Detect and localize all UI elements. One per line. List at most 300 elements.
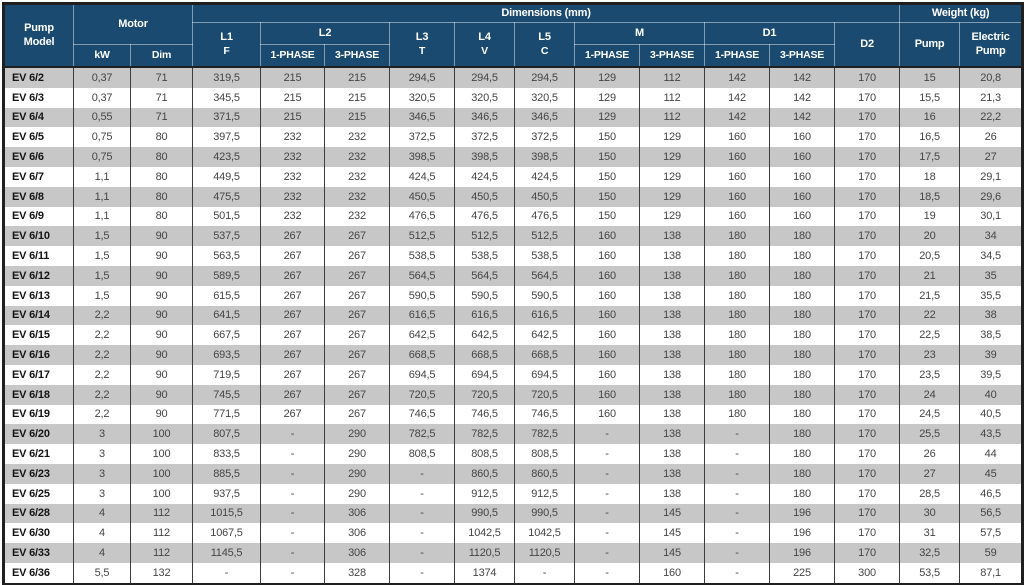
- table-row: [4, 444, 1023, 464]
- cell-m-1phase: 160: [575, 345, 640, 365]
- cell-m-1phase: -: [575, 484, 640, 504]
- cell-m-1phase: 160: [575, 286, 640, 306]
- cell-weight-electric-pump: 87,1: [960, 563, 1023, 584]
- cell-l1-f: 397,5: [193, 127, 261, 147]
- cell-weight-pump: 25,5: [900, 424, 960, 444]
- table-row: [4, 67, 1023, 88]
- cell-l5-c: 1120,5: [515, 543, 575, 563]
- cell-m-1phase: 160: [575, 365, 640, 385]
- cell-motor-dim: 112: [131, 543, 193, 563]
- cell-l3-t: -: [390, 523, 455, 543]
- cell-l4-v: 450,5: [455, 187, 515, 207]
- cell-weight-electric-pump: 29,6: [960, 187, 1023, 207]
- cell-pump-model: EV 6/30: [4, 523, 74, 543]
- table-row: [4, 563, 1023, 584]
- cell-motor-kw: 2,2: [74, 365, 131, 385]
- cell-weight-pump: 20,5: [900, 246, 960, 266]
- cell-l2-3phase: 267: [325, 266, 390, 286]
- cell-d1-3phase: 142: [770, 88, 835, 108]
- cell-d1-3phase: 160: [770, 127, 835, 147]
- cell-l1-f: 1015,5: [193, 504, 261, 524]
- cell-motor-dim: 90: [131, 325, 193, 345]
- cell-l3-t: 320,5: [390, 88, 455, 108]
- cell-l4-v: 512,5: [455, 226, 515, 246]
- cell-motor-dim: 80: [131, 147, 193, 167]
- cell-d2: 170: [835, 543, 900, 563]
- cell-motor-dim: 71: [131, 88, 193, 108]
- table-row: [4, 207, 1023, 227]
- header-motor-kw: kW: [74, 45, 131, 68]
- cell-l5-c: 424,5: [515, 167, 575, 187]
- cell-m-3phase: 138: [640, 365, 705, 385]
- cell-motor-dim: 112: [131, 504, 193, 524]
- cell-d2: 170: [835, 108, 900, 128]
- table-body: [4, 67, 1023, 584]
- cell-l5-c: 990,5: [515, 504, 575, 524]
- cell-d1-1phase: -: [705, 444, 770, 464]
- cell-l2-1phase: 267: [261, 345, 325, 365]
- cell-l2-1phase: -: [261, 523, 325, 543]
- cell-l5-c: 668,5: [515, 345, 575, 365]
- cell-l2-3phase: 290: [325, 464, 390, 484]
- cell-motor-dim: 80: [131, 167, 193, 187]
- cell-motor-kw: 1,1: [74, 187, 131, 207]
- cell-weight-pump: 24,5: [900, 405, 960, 425]
- cell-d1-1phase: 180: [705, 345, 770, 365]
- cell-weight-pump: 18: [900, 167, 960, 187]
- cell-motor-kw: 1,5: [74, 246, 131, 266]
- cell-m-1phase: 129: [575, 88, 640, 108]
- cell-d1-3phase: 180: [770, 444, 835, 464]
- cell-pump-model: EV 6/2: [4, 67, 74, 88]
- cell-weight-electric-pump: 43,5: [960, 424, 1023, 444]
- cell-l3-t: 372,5: [390, 127, 455, 147]
- cell-d1-1phase: -: [705, 464, 770, 484]
- table-row: [4, 167, 1023, 187]
- cell-l4-v: 564,5: [455, 266, 515, 286]
- header-l2: L2: [261, 23, 390, 45]
- cell-motor-kw: 0,75: [74, 127, 131, 147]
- cell-pump-model: EV 6/28: [4, 504, 74, 524]
- cell-l4-v: 694,5: [455, 365, 515, 385]
- cell-l2-1phase: 267: [261, 286, 325, 306]
- cell-weight-electric-pump: 29,1: [960, 167, 1023, 187]
- cell-weight-electric-pump: 56,5: [960, 504, 1023, 524]
- cell-m-3phase: 129: [640, 167, 705, 187]
- cell-l2-3phase: 306: [325, 523, 390, 543]
- header-d2: D2: [835, 23, 900, 68]
- cell-l3-t: 564,5: [390, 266, 455, 286]
- cell-motor-dim: 100: [131, 424, 193, 444]
- cell-l3-t: 694,5: [390, 365, 455, 385]
- cell-l1-f: 885,5: [193, 464, 261, 484]
- cell-d1-3phase: 180: [770, 306, 835, 326]
- cell-weight-electric-pump: 39,5: [960, 365, 1023, 385]
- cell-l3-t: 538,5: [390, 246, 455, 266]
- table-row: [4, 306, 1023, 326]
- cell-d1-3phase: 160: [770, 207, 835, 227]
- cell-l3-t: 476,5: [390, 207, 455, 227]
- header-weight-kg: Weight (kg): [900, 4, 1023, 23]
- cell-l2-1phase: 215: [261, 108, 325, 128]
- cell-d2: 300: [835, 563, 900, 584]
- cell-pump-model: EV 6/10: [4, 226, 74, 246]
- cell-l2-1phase: 232: [261, 207, 325, 227]
- cell-motor-kw: 2,2: [74, 345, 131, 365]
- cell-l1-f: 537,5: [193, 226, 261, 246]
- cell-d2: 170: [835, 325, 900, 345]
- cell-d1-3phase: 196: [770, 504, 835, 524]
- cell-weight-electric-pump: 39: [960, 345, 1023, 365]
- cell-l2-1phase: -: [261, 424, 325, 444]
- cell-l1-f: 319,5: [193, 67, 261, 88]
- cell-l2-1phase: 267: [261, 266, 325, 286]
- header-weight-electric-pump: Electric Pump: [960, 23, 1023, 68]
- cell-m-3phase: 138: [640, 345, 705, 365]
- header-motor-dim: Dim: [131, 45, 193, 68]
- table-row: [4, 424, 1023, 444]
- cell-m-3phase: 138: [640, 266, 705, 286]
- cell-m-3phase: 138: [640, 325, 705, 345]
- cell-pump-model: EV 6/5: [4, 127, 74, 147]
- cell-d1-3phase: 180: [770, 424, 835, 444]
- cell-l3-t: 782,5: [390, 424, 455, 444]
- cell-l2-3phase: 267: [325, 286, 390, 306]
- cell-weight-pump: 19: [900, 207, 960, 227]
- cell-motor-kw: 1,1: [74, 167, 131, 187]
- cell-l1-f: 475,5: [193, 187, 261, 207]
- cell-d1-3phase: 180: [770, 325, 835, 345]
- cell-l1-f: 745,5: [193, 385, 261, 405]
- cell-motor-dim: 90: [131, 246, 193, 266]
- cell-m-1phase: -: [575, 424, 640, 444]
- cell-l3-t: 668,5: [390, 345, 455, 365]
- cell-l2-3phase: 267: [325, 306, 390, 326]
- cell-l1-f: 641,5: [193, 306, 261, 326]
- cell-d1-1phase: -: [705, 523, 770, 543]
- cell-d1-1phase: -: [705, 504, 770, 524]
- cell-d2: 170: [835, 286, 900, 306]
- cell-l5-c: 346,5: [515, 108, 575, 128]
- cell-l5-c: 616,5: [515, 306, 575, 326]
- cell-pump-model: EV 6/21: [4, 444, 74, 464]
- cell-motor-kw: 3: [74, 444, 131, 464]
- cell-d1-1phase: 160: [705, 207, 770, 227]
- cell-m-1phase: 150: [575, 207, 640, 227]
- cell-pump-model: EV 6/14: [4, 306, 74, 326]
- table-row: [4, 405, 1023, 425]
- cell-l3-t: 424,5: [390, 167, 455, 187]
- cell-l1-f: 371,5: [193, 108, 261, 128]
- cell-weight-pump: 16: [900, 108, 960, 128]
- cell-d2: 170: [835, 484, 900, 504]
- cell-d1-3phase: 142: [770, 108, 835, 128]
- cell-motor-dim: 90: [131, 286, 193, 306]
- cell-d2: 170: [835, 147, 900, 167]
- cell-l2-3phase: 215: [325, 88, 390, 108]
- cell-weight-pump: 23,5: [900, 365, 960, 385]
- cell-l1-f: 423,5: [193, 147, 261, 167]
- header-dimensions-mm: Dimensions (mm): [193, 4, 900, 23]
- cell-l2-1phase: -: [261, 543, 325, 563]
- cell-l2-1phase: 267: [261, 226, 325, 246]
- cell-motor-kw: 4: [74, 523, 131, 543]
- cell-d1-3phase: 180: [770, 226, 835, 246]
- cell-l2-1phase: 232: [261, 187, 325, 207]
- cell-weight-electric-pump: 21,3: [960, 88, 1023, 108]
- cell-weight-electric-pump: 27: [960, 147, 1023, 167]
- table-row: [4, 286, 1023, 306]
- cell-m-1phase: -: [575, 444, 640, 464]
- cell-d1-1phase: 142: [705, 67, 770, 88]
- cell-d2: 170: [835, 207, 900, 227]
- cell-d1-1phase: -: [705, 563, 770, 584]
- cell-l2-1phase: -: [261, 444, 325, 464]
- cell-pump-model: EV 6/4: [4, 108, 74, 128]
- cell-d1-3phase: 160: [770, 147, 835, 167]
- cell-l2-1phase: -: [261, 504, 325, 524]
- header-m-1phase: 1-PHASE: [575, 45, 640, 68]
- header-l4-v: L4 V: [455, 23, 515, 68]
- cell-motor-kw: 2,2: [74, 405, 131, 425]
- cell-l2-1phase: 267: [261, 365, 325, 385]
- cell-m-3phase: 138: [640, 226, 705, 246]
- cell-motor-dim: 132: [131, 563, 193, 584]
- table-row: [4, 385, 1023, 405]
- cell-d1-3phase: 180: [770, 484, 835, 504]
- cell-m-1phase: 160: [575, 266, 640, 286]
- cell-motor-dim: 100: [131, 444, 193, 464]
- cell-pump-model: EV 6/20: [4, 424, 74, 444]
- cell-weight-pump: 22,5: [900, 325, 960, 345]
- cell-l1-f: 449,5: [193, 167, 261, 187]
- cell-d1-3phase: 142: [770, 67, 835, 88]
- cell-motor-kw: 2,2: [74, 325, 131, 345]
- cell-d1-3phase: 180: [770, 345, 835, 365]
- cell-m-1phase: 129: [575, 67, 640, 88]
- cell-m-1phase: 160: [575, 226, 640, 246]
- cell-d1-1phase: 142: [705, 108, 770, 128]
- cell-l2-1phase: 267: [261, 246, 325, 266]
- header-motor: Motor: [74, 4, 193, 45]
- cell-motor-dim: 90: [131, 385, 193, 405]
- cell-weight-electric-pump: 44: [960, 444, 1023, 464]
- cell-l3-t: -: [390, 563, 455, 584]
- cell-l2-1phase: -: [261, 484, 325, 504]
- cell-pump-model: EV 6/36: [4, 563, 74, 584]
- table-row: [4, 147, 1023, 167]
- cell-motor-dim: 90: [131, 306, 193, 326]
- cell-l3-t: -: [390, 543, 455, 563]
- cell-weight-electric-pump: 59: [960, 543, 1023, 563]
- cell-m-3phase: 129: [640, 147, 705, 167]
- table-row: [4, 365, 1023, 385]
- cell-weight-pump: 32,5: [900, 543, 960, 563]
- table-row: [4, 187, 1023, 207]
- cell-l1-f: 771,5: [193, 405, 261, 425]
- cell-l2-1phase: -: [261, 563, 325, 584]
- cell-l5-c: 1042,5: [515, 523, 575, 543]
- cell-d2: 170: [835, 365, 900, 385]
- cell-pump-model: EV 6/3: [4, 88, 74, 108]
- cell-weight-pump: 20: [900, 226, 960, 246]
- cell-l1-f: 693,5: [193, 345, 261, 365]
- cell-motor-kw: 3: [74, 484, 131, 504]
- cell-m-1phase: 150: [575, 167, 640, 187]
- cell-d1-1phase: 180: [705, 286, 770, 306]
- cell-weight-pump: 21: [900, 266, 960, 286]
- table-row: [4, 325, 1023, 345]
- cell-d1-3phase: 180: [770, 286, 835, 306]
- cell-l3-t: 346,5: [390, 108, 455, 128]
- cell-d1-1phase: 142: [705, 88, 770, 108]
- cell-m-3phase: 138: [640, 385, 705, 405]
- table-row: [4, 345, 1023, 365]
- cell-l3-t: 450,5: [390, 187, 455, 207]
- cell-l2-3phase: 267: [325, 325, 390, 345]
- cell-d2: 170: [835, 167, 900, 187]
- cell-l4-v: 424,5: [455, 167, 515, 187]
- cell-l2-3phase: 290: [325, 424, 390, 444]
- header-m-3phase: 3-PHASE: [640, 45, 705, 68]
- cell-d2: 170: [835, 504, 900, 524]
- cell-m-1phase: 129: [575, 108, 640, 128]
- cell-d1-1phase: 180: [705, 385, 770, 405]
- cell-weight-electric-pump: 40,5: [960, 405, 1023, 425]
- cell-m-1phase: 150: [575, 127, 640, 147]
- cell-l3-t: -: [390, 504, 455, 524]
- cell-l5-c: 912,5: [515, 484, 575, 504]
- cell-pump-model: EV 6/15: [4, 325, 74, 345]
- table-row: [4, 108, 1023, 128]
- cell-l2-1phase: 232: [261, 147, 325, 167]
- cell-l3-t: 616,5: [390, 306, 455, 326]
- cell-m-1phase: 150: [575, 187, 640, 207]
- cell-l1-f: 937,5: [193, 484, 261, 504]
- cell-l3-t: -: [390, 484, 455, 504]
- cell-l2-1phase: 215: [261, 67, 325, 88]
- cell-m-1phase: 150: [575, 147, 640, 167]
- cell-motor-dim: 80: [131, 187, 193, 207]
- cell-weight-electric-pump: 45: [960, 464, 1023, 484]
- cell-l5-c: 746,5: [515, 405, 575, 425]
- cell-d1-1phase: 180: [705, 306, 770, 326]
- cell-motor-dim: 71: [131, 67, 193, 88]
- cell-l4-v: 616,5: [455, 306, 515, 326]
- cell-weight-pump: 16,5: [900, 127, 960, 147]
- cell-m-1phase: 160: [575, 325, 640, 345]
- cell-motor-kw: 3: [74, 424, 131, 444]
- cell-pump-model: EV 6/17: [4, 365, 74, 385]
- table-row: [4, 484, 1023, 504]
- cell-d2: 170: [835, 306, 900, 326]
- cell-d1-3phase: 180: [770, 464, 835, 484]
- cell-motor-kw: 1,1: [74, 207, 131, 227]
- cell-weight-electric-pump: 46,5: [960, 484, 1023, 504]
- cell-l5-c: 808,5: [515, 444, 575, 464]
- cell-d1-3phase: 180: [770, 246, 835, 266]
- cell-l2-3phase: 215: [325, 108, 390, 128]
- cell-l3-t: 808,5: [390, 444, 455, 464]
- cell-m-1phase: 160: [575, 306, 640, 326]
- cell-l2-1phase: -: [261, 464, 325, 484]
- cell-m-3phase: 145: [640, 504, 705, 524]
- cell-d2: 170: [835, 385, 900, 405]
- cell-m-1phase: 160: [575, 246, 640, 266]
- cell-l5-c: 450,5: [515, 187, 575, 207]
- cell-l2-3phase: 232: [325, 127, 390, 147]
- cell-weight-pump: 15: [900, 67, 960, 88]
- cell-weight-electric-pump: 22,2: [960, 108, 1023, 128]
- cell-l2-3phase: 267: [325, 405, 390, 425]
- cell-pump-model: EV 6/11: [4, 246, 74, 266]
- cell-d1-3phase: 180: [770, 266, 835, 286]
- cell-l2-1phase: 232: [261, 127, 325, 147]
- cell-weight-pump: 18,5: [900, 187, 960, 207]
- cell-l2-3phase: 232: [325, 167, 390, 187]
- cell-weight-pump: 23: [900, 345, 960, 365]
- cell-m-3phase: 129: [640, 127, 705, 147]
- table-row: [4, 246, 1023, 266]
- cell-d1-1phase: -: [705, 484, 770, 504]
- cell-l1-f: 833,5: [193, 444, 261, 464]
- cell-d1-3phase: 196: [770, 543, 835, 563]
- page: [0, 2, 1024, 585]
- cell-l5-c: 694,5: [515, 365, 575, 385]
- cell-l5-c: 590,5: [515, 286, 575, 306]
- cell-d1-1phase: 160: [705, 187, 770, 207]
- cell-motor-dim: 80: [131, 127, 193, 147]
- cell-d2: 170: [835, 464, 900, 484]
- header-row: [4, 4, 1023, 23]
- cell-m-1phase: 160: [575, 405, 640, 425]
- cell-m-3phase: 138: [640, 306, 705, 326]
- cell-motor-kw: 0,75: [74, 147, 131, 167]
- cell-motor-dim: 90: [131, 365, 193, 385]
- cell-d2: 170: [835, 345, 900, 365]
- cell-l2-1phase: 267: [261, 405, 325, 425]
- cell-l2-3phase: 215: [325, 67, 390, 88]
- cell-pump-model: EV 6/8: [4, 187, 74, 207]
- cell-l1-f: 563,5: [193, 246, 261, 266]
- cell-m-3phase: 129: [640, 187, 705, 207]
- cell-l1-f: 1067,5: [193, 523, 261, 543]
- cell-l1-f: 345,5: [193, 88, 261, 108]
- header-d1-1phase: 1-PHASE: [705, 45, 770, 68]
- cell-motor-dim: 100: [131, 484, 193, 504]
- cell-m-3phase: 138: [640, 444, 705, 464]
- cell-l4-v: 782,5: [455, 424, 515, 444]
- cell-l3-t: 398,5: [390, 147, 455, 167]
- cell-l3-t: 512,5: [390, 226, 455, 246]
- cell-d1-1phase: 160: [705, 147, 770, 167]
- cell-l4-v: 398,5: [455, 147, 515, 167]
- table-row: [4, 226, 1023, 246]
- cell-l4-v: 1374: [455, 563, 515, 584]
- cell-pump-model: EV 6/9: [4, 207, 74, 227]
- header-m: M: [575, 23, 705, 45]
- cell-pump-model: EV 6/19: [4, 405, 74, 425]
- cell-l1-f: 501,5: [193, 207, 261, 227]
- cell-l5-c: 372,5: [515, 127, 575, 147]
- cell-d1-1phase: 180: [705, 266, 770, 286]
- cell-l4-v: 1042,5: [455, 523, 515, 543]
- header-weight-pump: Pump: [900, 23, 960, 68]
- header-d1: D1: [705, 23, 835, 45]
- table-row: [4, 127, 1023, 147]
- cell-weight-electric-pump: 35,5: [960, 286, 1023, 306]
- cell-motor-kw: 0,37: [74, 88, 131, 108]
